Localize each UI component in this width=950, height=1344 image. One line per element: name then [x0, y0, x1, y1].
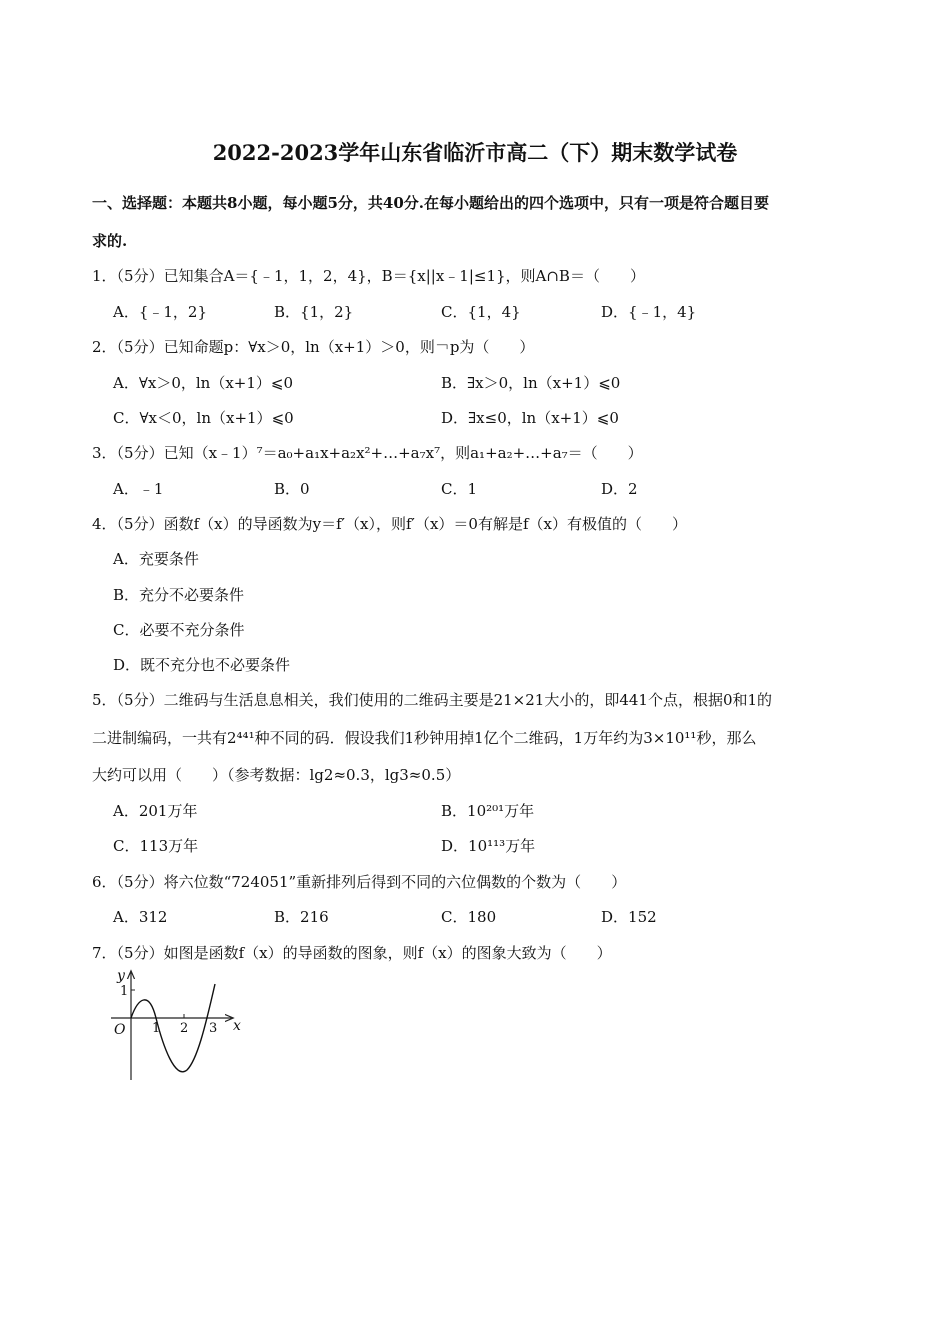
question-7: 7．（5分）如图是函数f（x）的导函数的图象，则f（x）的图象大致为（ ）: [92, 944, 612, 962]
q1-option-c: C．{1，4}: [441, 303, 521, 321]
page-title: 2022-2023学年山东省临沂市高二（下）期末数学试卷: [212, 140, 738, 165]
question-2: 2．（5分）已知命题p：∀x＞0，ln（x+1）＞0，则￢p为（ ）: [92, 338, 535, 356]
origin-label: O: [114, 1022, 126, 1038]
q4-option-b: B．充分不必要条件: [113, 586, 245, 604]
q1-option-b: B．{1，2}: [274, 303, 354, 321]
q2-option-a: A．∀x＞0，ln（x+1）⩽0: [113, 374, 294, 392]
q2-option-b: B．∃x＞0，ln（x+1）⩽0: [441, 374, 621, 392]
question-5-line-3: 大约可以用（ ）（参考数据：lg2≈0.3，lg3≈0.5）: [92, 766, 461, 784]
q6-option-b: B．216: [274, 908, 329, 926]
y-axis-label: y: [117, 968, 125, 984]
q4-option-d: D．既不充分也不必要条件: [113, 656, 291, 674]
question-4: 4．（5分）函数f（x）的导函数为y＝f′（x），则f′（x）＝0有解是f（x）有极值的（ ）: [92, 515, 687, 533]
question-3: 3．（5分）已知（x﹣1）⁷＝a₀+a₁x+a₂x²+…+a₇x⁷，则a₁+a₂+…+a₇＝（ ）: [92, 444, 643, 462]
q3-option-d: D．2: [601, 480, 638, 498]
q3-option-b: B．0: [274, 480, 310, 498]
q6-option-d: D．152: [601, 908, 657, 926]
q5-option-c: C．113万年: [113, 837, 199, 855]
derivative-graph: [105, 968, 255, 1086]
section-heading-cont: 求的.: [92, 232, 128, 250]
y-tick-label: 1: [120, 984, 129, 999]
q4-option-c: C．必要不充分条件: [113, 621, 245, 639]
x-axis-label: x: [233, 1018, 241, 1034]
q5-option-b: B．10²⁰¹万年: [441, 802, 535, 820]
derivative-curve: [131, 984, 218, 1072]
x-tick-label-1: 1: [152, 1021, 161, 1036]
x-tick-label-3: 3: [209, 1021, 218, 1036]
question-5-line-2: 二进制编码，一共有2⁴⁴¹种不同的码．假设我们1秒钟用掉1亿个二维码，1万年约为3×10¹¹秒，那么: [92, 729, 757, 747]
question-1: 1．（5分）已知集合A＝{﹣1，1，2，4}，B＝{x||x﹣1|≤1}，则A∩B＝（ ）: [92, 267, 645, 285]
x-tick-label-2: 2: [180, 1021, 189, 1036]
q6-option-c: C．180: [441, 908, 497, 926]
q5-option-a: A．201万年: [113, 802, 198, 820]
q2-option-d: D．∃x≤0，ln（x+1）⩽0: [441, 409, 619, 427]
q1-option-d: D．{﹣1，4}: [601, 303, 697, 321]
q3-option-a: A．﹣1: [113, 480, 164, 498]
q5-option-d: D．10¹¹³万年: [441, 837, 536, 855]
question-6: 6．（5分）将六位数“724051”重新排列后得到不同的六位偶数的个数为（ ）: [92, 873, 627, 891]
q6-option-a: A．312: [113, 908, 168, 926]
q1-option-a: A．{﹣1，2}: [113, 303, 208, 321]
q2-option-c: C．∀x＜0，ln（x+1）⩽0: [113, 409, 294, 427]
section-heading: 一、选择题：本题共8小题，每小题5分，共40分.在每小题给出的四个选项中，只有一项是符合题目要: [92, 194, 769, 212]
q4-option-a: A．充要条件: [113, 550, 199, 568]
q3-option-c: C．1: [441, 480, 478, 498]
question-5-line-1: 5．（5分）二维码与生活息息相关，我们使用的二维码主要是21×21大小的，即441个点，根据0和1的: [92, 691, 773, 709]
